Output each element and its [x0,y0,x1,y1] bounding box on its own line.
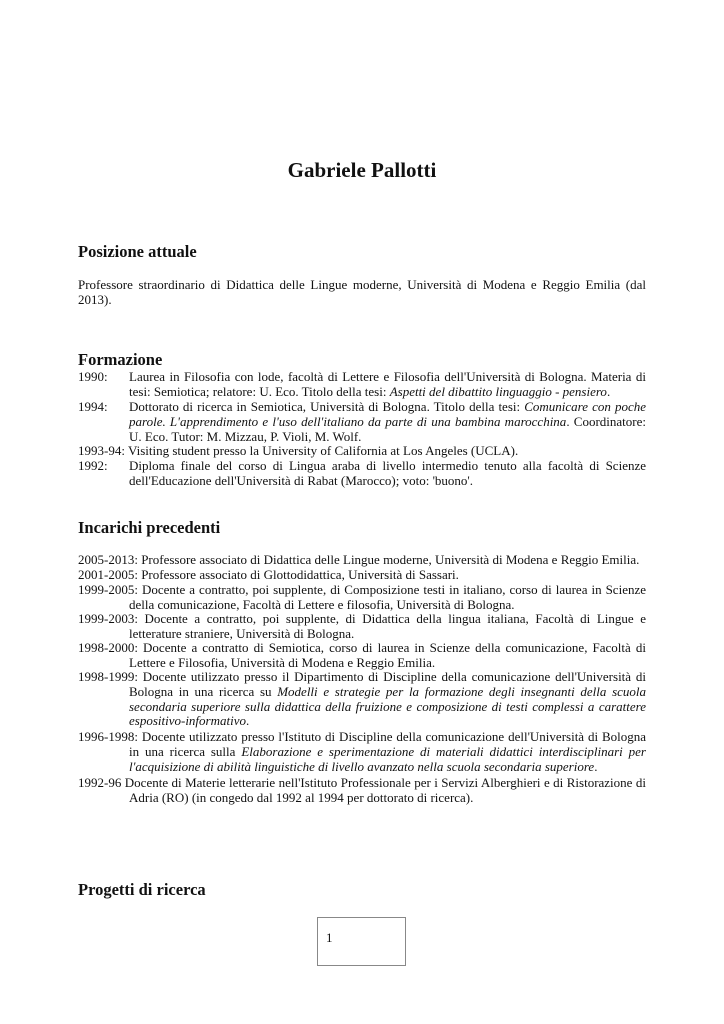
position-entry [78,553,646,568]
page-title: Gabriele Pallotti [287,158,437,182]
entry-date: 1998-2000: [78,640,138,655]
position-entry [78,776,646,806]
entry-date: 1992: [78,458,108,473]
entry-text: Diploma finale del corso di Lingua araba di livello intermedio tenuto alla facoltà di Scienze dell'Educazione dell'Università di Rabat (Marocco); voto: 'buono'. [129,458,646,488]
education-entry [78,459,646,489]
entry-text: 1996-1998: Docente utilizzato presso l'Istituto di Discipline della comunicazione dell'Università di Bologna in una ricerca sulla Elaborazione e sperimentazione di materiali didattici interdisciplinari per l'acquisizione di abilità linguistiche di livello avanzato nella scuola secondaria superiore. [78,729,646,774]
education-entry [78,400,646,444]
education-entry [78,444,646,459]
entry-text: 1998-1999: Docente utilizzato presso il Dipartimento di Discipline della comunicazione dell'Università di Bologna in una ricerca su Modelli e strategie per la formazione degli insegnanti della scuola secondaria superiore sulla didattica della fruizione e composizione di testi complessi a carattere espositivo-informativo. [78,669,647,729]
education-entry [78,370,646,400]
entry-date: 1994: [78,399,108,414]
position-entry [78,612,646,642]
entry-text: Professore associato di Glottodidattica, Università di Sassari. [141,567,459,582]
entry-text: Professore associato di Didattica delle Lingue moderne, Università di Modena e Reggio Emilia. [141,552,640,567]
entry-text: 1998-2000: Docente a contratto di Semiotica, corso di laurea in Scienze della comunicazione, Facoltà di Lettere e Filosofia, Università di Modena e Reggio Emilia. [78,640,646,670]
entry-text: 1999-2005: Docente a contratto, poi supplente, di Composizione testi in italiano, corso di laurea in Scienze della comunicazione, Facoltà di Lettere e filosofia, Università di Bologna. [78,582,647,612]
page-number: 1 [326,930,333,945]
position-entry [78,670,646,729]
entry-date: 1990: [78,369,108,384]
entry-text: Laurea in Filosofia con lode, facoltà di Lettere e Filosofia dell'Università di Bologna. Materia di tesi: Semiotica; relatore: U. Eco. Titolo della tesi: Aspetti del dibattito linguaggio - pensiero. [129,369,646,399]
entry-date: 1999-2005: [78,582,138,597]
position-entry [78,568,646,583]
entry-date: 1998-1999: [78,669,138,684]
entry-text: 1992-96 Docente di Materie letterarie nell'Istituto Professionale per i Servizi Alberghieri e di Ristorazione di Adria (RO) (in congedo dal 1992 al 1994 per dottorato di ricerca). [78,775,646,805]
position-entry [78,583,646,613]
section-heading-previous-positions: Incarichi precedenti [78,518,221,537]
entry-text: Dottorato di ricerca in Semiotica, Università di Bologna. Titolo della tesi: Comunicare con poche parole. L'apprendimento e l'uso dell'italiano da parte di una bambina marocchina. Coordinatore: U. Eco. Tutor: M. Mizzau, P. Violi, M. Wolf. [129,399,646,444]
entry-date: 2005-2013: [78,552,138,567]
section-heading-education: Formazione [78,350,163,369]
entry-text: Visiting student presso la University of California at Los Angeles (UCLA). [127,443,519,458]
entry-text: 1999-2003: Docente a contratto, poi supplente, di Didattica della lingua italiana, Facoltà di Lingue e letterature straniere, Università di Bologna. [78,611,646,641]
position-entry [78,641,646,671]
entry-date: 1999-2003: [78,611,138,626]
entry-date: 1996-1998: [78,729,138,744]
entry-date: 1992-96 [78,775,122,790]
entry-date: 1993-94: [78,443,125,458]
current-position-text: Professore straordinario di Didattica delle Lingue moderne, Università di Modena e Reggio Emilia (dal 2013). [78,277,646,307]
section-heading-current-position: Posizione attuale [78,242,197,261]
entry-date: 2001-2005: [78,567,138,582]
position-entry [78,730,646,774]
section-heading-research-projects: Progetti di ricerca [78,880,206,899]
page-number-box [317,917,406,966]
